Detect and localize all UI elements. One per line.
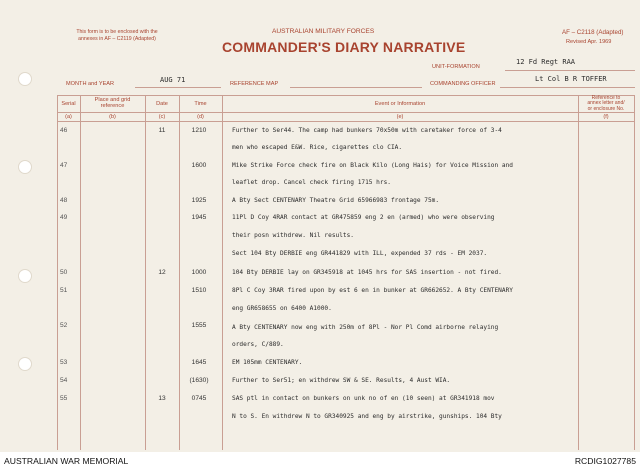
column-border (578, 95, 579, 450)
row-serial: 46 (60, 127, 68, 134)
footer-record-id: RCDIG1027785 (574, 456, 636, 466)
col-ref-b: (b) (109, 114, 116, 120)
month-label: MONTH and YEAR (66, 81, 115, 87)
col-header-time: Time (194, 101, 207, 107)
header-divider (57, 112, 635, 113)
row-serial: 51 (60, 287, 68, 294)
col-header-date: Date (156, 101, 168, 107)
month-value: AUG 71 (160, 76, 186, 84)
row-event-line: EM 105mm CENTENARY. (232, 359, 303, 366)
row-time: 1600 (191, 162, 207, 169)
row-date: 12 (158, 269, 166, 276)
row-time: 1645 (191, 359, 207, 366)
org-name: AUSTRALIAN MILITARY FORCES (272, 28, 375, 35)
page-title: COMMANDER'S DIARY NARRATIVE (222, 39, 466, 55)
row-event-line: Sect 104 Bty DERBIE eng GR441829 with ILL, expended 37 rds - EM 2037. (232, 250, 488, 257)
column-border (634, 95, 635, 450)
punch-hole (18, 160, 32, 174)
column-border (145, 95, 146, 450)
enclosure-note-line: annexes in AF – C2119 (Adapted) (78, 36, 156, 42)
row-event-line: their posn withdrew. Nil results. (232, 232, 355, 239)
row-event-line: N to S. En withdrew N to GR340925 and eng by airstrike, gunships. 104 Bty (232, 413, 502, 420)
col-header-event: Event or Information (374, 101, 426, 107)
row-time: 0745 (191, 395, 207, 402)
co-value: Lt Col B R TOFFER (535, 75, 607, 83)
row-event-line: men who escaped E&W. Rice, cigarettes clo CIA. (232, 144, 403, 151)
row-event-line: 8Pl C Coy 3RAR fired upon by est 6 en in bunker at GR662652. A Bty CENTENARY (232, 287, 513, 294)
col-ref-a: (a) (65, 114, 72, 120)
enclosure-note (62, 29, 172, 43)
row-date: 13 (158, 395, 166, 402)
row-time: 1210 (191, 127, 207, 134)
row-serial: 54 (60, 377, 68, 384)
col-header-annex-line: annex letter and/ (587, 100, 625, 107)
row-event-line: A Bty Sect CENTENARY Theatre Grid 65966983 frontage 75m. (232, 197, 440, 204)
row-time: 1945 (191, 214, 207, 221)
row-serial: 47 (60, 162, 68, 169)
row-event-line: Further to Ser44. The camp had bunkers 70x50m with caretaker force of 3-4 (232, 127, 502, 134)
col-header-grid-line: Place and grid (94, 97, 131, 103)
col-header-serial: Serial (61, 101, 76, 107)
col-header-annex (578, 96, 634, 112)
form-revised: Revised Apr. 1969 (566, 39, 612, 45)
row-serial: 48 (60, 197, 68, 204)
enclosure-note-line: This form is to be enclosed with the (76, 29, 158, 35)
row-event-line: A Bty CENTENARY now eng with 250m of 8Pl - Nor Pl Comd airborne relaying (232, 324, 499, 331)
row-serial: 49 (60, 214, 68, 221)
col-ref-d: (d) (197, 114, 204, 120)
row-date: 11 (158, 127, 166, 134)
col-ref-c: (c) (158, 114, 166, 120)
row-serial: 52 (60, 322, 68, 329)
row-event-line: 104 Bty DERBIE lay on GR345918 at 1045 hrs for SAS insertion - not fired. (232, 269, 502, 276)
unit-value: 12 Fd Regt RAA (516, 58, 576, 66)
row-serial: 53 (60, 359, 68, 366)
row-event-line: eng GR658655 on 6400 A1000. (232, 305, 332, 312)
col-header-annex-line: Reference to (591, 95, 621, 101)
co-underline (500, 87, 635, 88)
row-time: (1630) (189, 377, 209, 384)
row-time: 1925 (191, 197, 207, 204)
header-bottom-border (57, 121, 635, 122)
co-label: COMMANDING OFFICER (430, 81, 496, 87)
punch-hole (18, 72, 32, 86)
row-time: 1000 (191, 269, 207, 276)
row-event-line: leaflet drop. Cancel check firing 1715 hrs. (232, 179, 391, 186)
row-time: 1510 (191, 287, 207, 294)
column-border (222, 95, 223, 450)
unit-underline (505, 70, 635, 71)
refmap-underline (290, 87, 422, 88)
month-underline (135, 87, 221, 88)
row-event-line: Mike Strike Force check fire on Black Kilo (Long Hais) for Voice Mission and (232, 162, 513, 169)
refmap-label: REFERENCE MAP (230, 81, 279, 87)
row-event-line: orders, C/889. (232, 341, 284, 348)
col-ref-f: (f) (603, 114, 609, 120)
table-top-border (57, 95, 635, 96)
col-header-annex-line: or enclosure No. (587, 105, 625, 112)
col-header-grid (80, 97, 145, 109)
col-header-grid-line: reference (100, 103, 125, 109)
row-event-line: SAS ptl in contact on bunkers on unk no of en (10 seen) at GR341918 mov (232, 395, 495, 402)
column-border (57, 95, 58, 450)
row-event-line: Further to Ser51; en withdrew SW & SE. Results, 4 Aust WIA. (232, 377, 451, 384)
form-id: AF – C2118 (Adapted) (562, 29, 624, 36)
row-serial: 55 (60, 395, 68, 402)
row-event-line: 11Pl D Coy 4RAR contact at GR475859 eng 2 en (armed) who were observing (232, 214, 495, 221)
unit-label: UNIT-FORMATION (432, 64, 480, 70)
punch-hole (18, 357, 32, 371)
row-serial: 50 (60, 269, 68, 276)
punch-hole (18, 269, 32, 283)
footer-source: AUSTRALIAN WAR MEMORIAL (4, 456, 129, 466)
row-time: 1555 (191, 322, 207, 329)
col-ref-e: (e) (396, 114, 404, 120)
